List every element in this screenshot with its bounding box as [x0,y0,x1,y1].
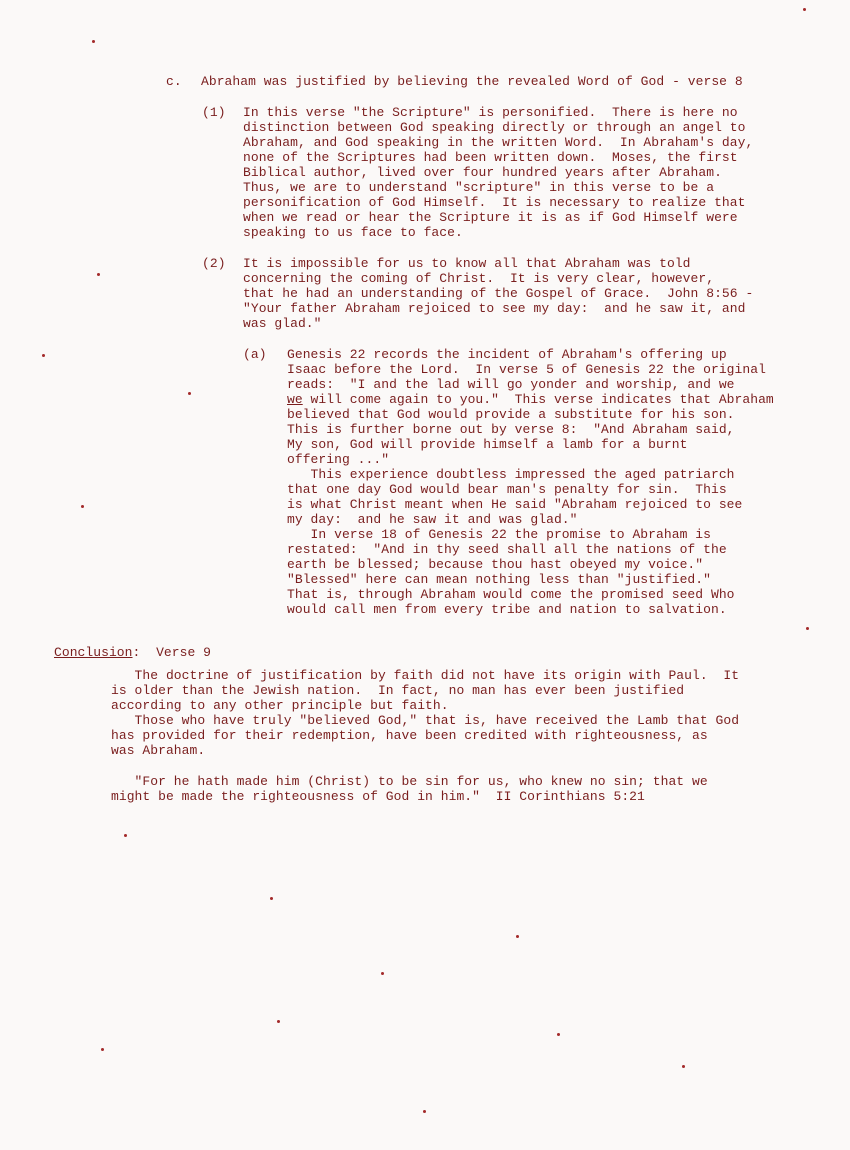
point-a-line-rest: will come again to you." This verse indicates that Abraham [302,392,774,407]
point-1-line: speaking to us face to face. [243,225,463,240]
conclusion-label: Conclusion [54,645,133,660]
scan-speck [188,392,191,395]
point-2-line: was glad." [243,316,322,331]
point-1-line: distinction between God speaking directly or through an angel to [243,120,746,135]
scan-speck [381,972,384,975]
point-a-line: offering ..." [287,452,390,467]
point-1-line: when we read or hear the Scripture it is as if God Himself were [243,210,738,225]
point-a-line: Genesis 22 records the incident of Abraham's offering up [287,347,727,362]
point-1-line: personification of God Himself. It is necessary to realize that [243,195,746,210]
underlined-we: we [287,392,303,407]
scan-speck [270,897,273,900]
point-1-line: In this verse "the Scripture" is personified. There is here no [243,105,738,120]
scan-speck [42,354,45,357]
section-c-marker: c. [166,74,182,89]
point-a-line: "Blessed" here can mean nothing less than "justified." [287,572,711,587]
scan-speck [682,1065,685,1068]
point-a-line [287,392,774,407]
point-1-line: Abraham, and God speaking in the written Word. In Abraham's day, [243,135,754,150]
point-1-line: Thus, we are to understand "scripture" in this verse to be a [243,180,715,195]
point-a-line: that one day God would bear man's penalty for sin. This [287,482,727,497]
conclusion-line: The doctrine of justification by faith did not have its origin with Paul. It [111,668,740,683]
point-a-line: is what Christ meant when He said "Abraham rejoiced to see [287,497,743,512]
point-2-line: It is impossible for us to know all that Abraham was told [243,256,691,271]
point-a-line: In verse 18 of Genesis 22 the promise to Abraham is [287,527,711,542]
scan-speck [97,273,100,276]
conclusion-line: is older than the Jewish nation. In fact, no man has ever been justified [111,683,685,698]
scan-speck [423,1110,426,1113]
point-2-line: "Your father Abraham rejoiced to see my day: and he saw it, and [243,301,746,316]
closing-quote-line: "For he hath made him (Christ) to be sin for us, who knew no sin; that we [111,774,708,789]
point-1-line: Biblical author, lived over four hundred years after Abraham. [243,165,722,180]
point-2-line: that he had an understanding of the Gospel of Grace. John 8:56 - [243,286,754,301]
conclusion-line: was Abraham. [111,743,206,758]
section-c-heading: Abraham was justified by believing the revealed Word of God - verse 8 [201,74,743,89]
point-a-line: That is, through Abraham would come the promised seed Who [287,587,735,602]
point-a-line: Isaac before the Lord. In verse 5 of Genesis 22 the original [287,362,766,377]
closing-quote-line: might be made the righteousness of God in him." II Corinthians 5:21 [111,789,645,804]
point-a-line: earth be blessed; because thou hast obeyed my voice." [287,557,704,572]
point-a-line: would call men from every tribe and nation to salvation. [287,602,727,617]
point-a-line: My son, God will provide himself a lamb for a burnt [287,437,688,452]
point-2-line: concerning the coming of Christ. It is very clear, however, [243,271,715,286]
point-a-line: reads: "I and the lad will go yonder and worship, and we [287,377,735,392]
point-1-marker: (1) [202,105,226,120]
point-a-line: believed that God would provide a substitute for his son. [287,407,735,422]
point-2-marker: (2) [202,256,226,271]
conclusion-suffix: : Verse 9 [132,645,212,660]
scan-speck [277,1020,280,1023]
conclusion-line: has provided for their redemption, have been credited with righteousness, as [111,728,708,743]
scan-speck [92,40,95,43]
conclusion-line: Those who have truly "believed God," that is, have received the Lamb that God [111,713,740,728]
point-a-line: restated: "And in thy seed shall all the nations of the [287,542,727,557]
scan-speck [516,935,519,938]
scan-speck [803,8,806,11]
scan-speck [557,1033,560,1036]
conclusion-heading [54,645,211,660]
scan-speck [124,834,127,837]
scan-speck [101,1048,104,1051]
point-a-line: This is further borne out by verse 8: "And Abraham said, [287,422,735,437]
point-a-line: This experience doubtless impressed the aged patriarch [287,467,735,482]
point-1-line: none of the Scriptures had been written down. Moses, the first [243,150,738,165]
point-a-line: my day: and he saw it and was glad." [287,512,578,527]
point-a-marker: (a) [243,347,267,362]
scan-speck [81,505,84,508]
scan-speck [806,627,809,630]
conclusion-line: according to any other principle but faith. [111,698,449,713]
